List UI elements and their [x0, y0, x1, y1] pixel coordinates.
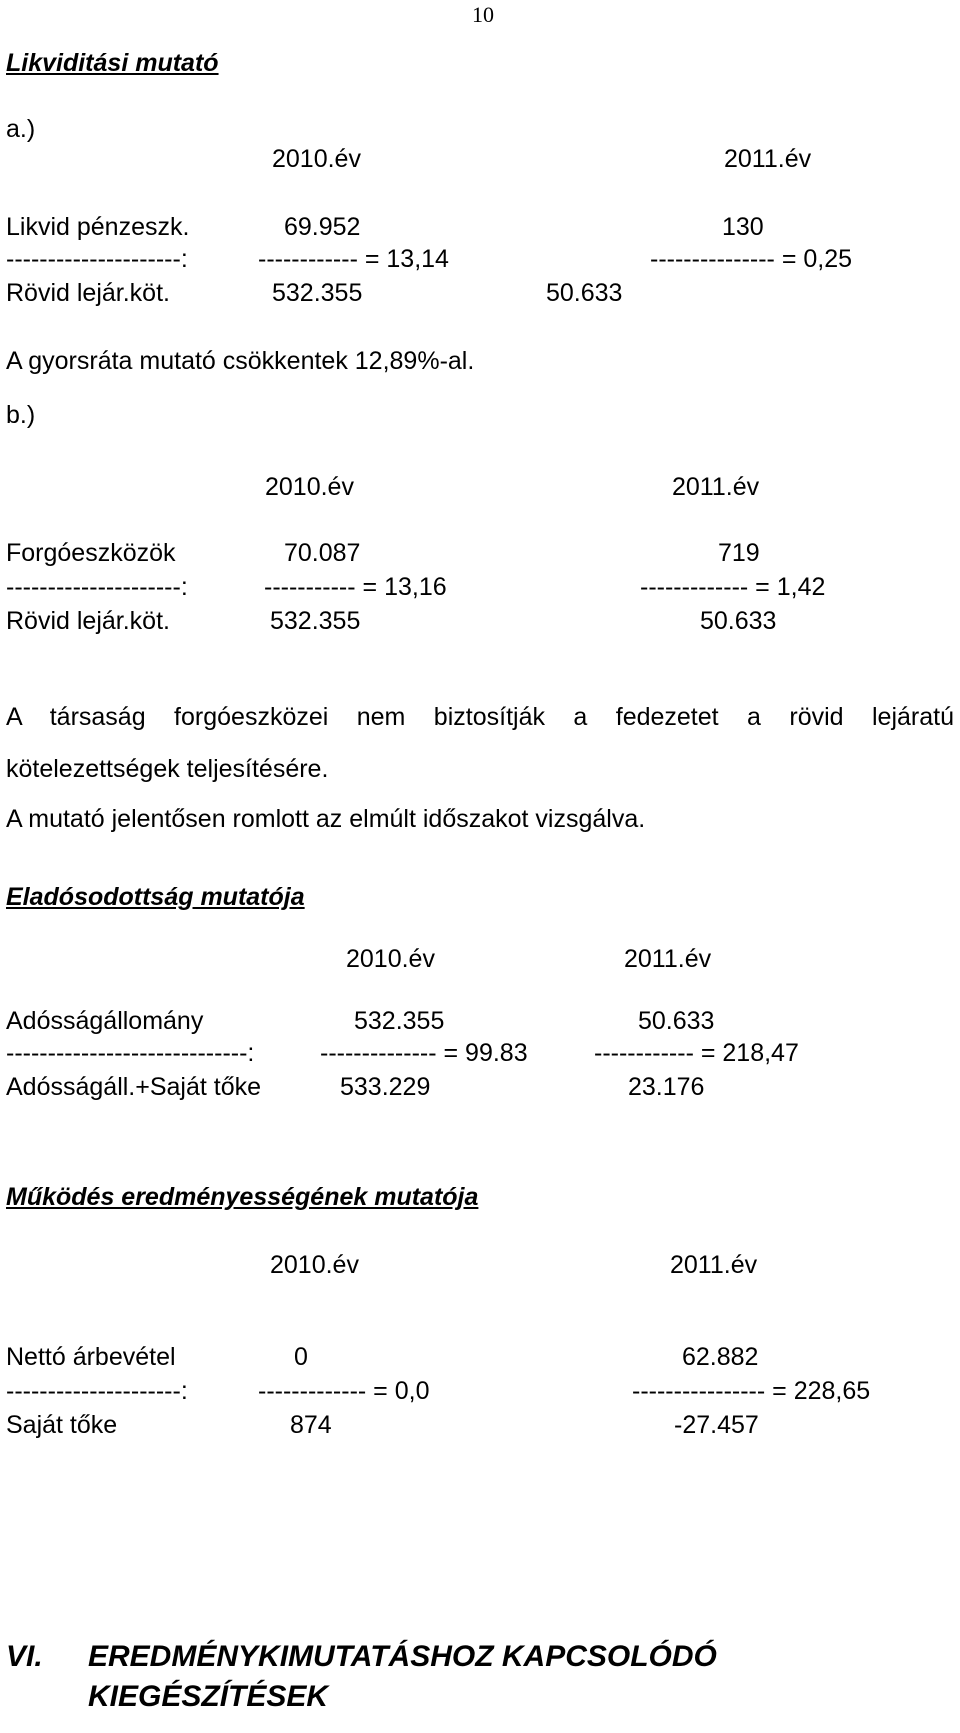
year-2010: 2010.év	[270, 1251, 359, 1279]
chapter-title-line2: KIEGÉSZÍTÉSEK	[88, 1680, 329, 1713]
section-title-eladosodottsag: Eladósodottság mutatója	[6, 883, 305, 911]
numerator-2011: 130	[722, 213, 764, 241]
denominator-2010: 532.355	[272, 279, 363, 307]
result-2011: ---------------- = 228,65	[632, 1377, 871, 1405]
year-2011: 2011.év	[624, 945, 712, 973]
numerator-label: Adósságállomány	[6, 1007, 204, 1035]
numerator-2011: 62.882	[682, 1343, 759, 1371]
result-2010: -------------- = 99.83	[320, 1039, 528, 1067]
denominator-2011: -27.457	[674, 1411, 759, 1439]
year-2010: 2010.év	[265, 473, 354, 501]
year-2011: 2011.év	[724, 145, 812, 173]
result-2011: ------------ = 218,47	[594, 1039, 799, 1067]
note-mutato-romlott: A mutató jelentősen romlott az elmúlt időszakot vizsgálva.	[6, 805, 646, 833]
numerator-2011: 50.633	[638, 1007, 715, 1035]
fraction-divider: -----------------------------:	[6, 1039, 255, 1067]
year-2010: 2010.év	[272, 145, 361, 173]
fraction-divider: ---------------------:	[6, 573, 188, 601]
denominator-2010: 533.229	[340, 1073, 431, 1101]
note-forgoeszkozok-line1: A társaság forgóeszközei nem biztosítják a fedezetet a rövid lejáratú	[6, 703, 954, 731]
numerator-label: Forgóeszközök	[6, 539, 176, 567]
result-2011: ------------- = 1,42	[640, 573, 826, 601]
fraction-divider: ---------------------:	[6, 1377, 188, 1405]
denominator-label: Rövid lejár.köt.	[6, 279, 170, 307]
denominator-2011: 50.633	[700, 607, 777, 635]
chapter-title-line1: EREDMÉNYKIMUTATÁSHOZ KAPCSOLÓDÓ	[88, 1640, 717, 1673]
denominator-label: Adósságáll.+Saját tőke	[6, 1073, 262, 1101]
year-2011: 2011.év	[670, 1251, 758, 1279]
note-gyorsrata: A gyorsráta mutató csökkentek 12,89%-al.	[6, 347, 475, 375]
result-2010: ------------- = 0,0	[258, 1377, 430, 1405]
fraction-divider: ---------------------:	[6, 245, 188, 273]
numerator-2010: 69.952	[284, 213, 361, 241]
subsection-label-b: b.)	[6, 401, 36, 429]
numerator-2010: 70.087	[284, 539, 361, 567]
denominator-2011: 23.176	[628, 1073, 705, 1101]
numerator-2011: 719	[718, 539, 760, 567]
numerator-label: Nettó árbevétel	[6, 1343, 176, 1371]
result-2010: ------------ = 13,14	[258, 245, 449, 273]
note-forgoeszkozok-line2: kötelezettségek teljesítésére.	[6, 755, 329, 783]
denominator-2010: 532.355	[270, 607, 361, 635]
year-2010: 2010.év	[346, 945, 435, 973]
denominator-2011: 50.633	[546, 279, 623, 307]
numerator-label: Likvid pénzeszk.	[6, 213, 190, 241]
denominator-2010: 874	[290, 1411, 332, 1439]
subsection-label-a: a.)	[6, 115, 36, 143]
numerator-2010: 532.355	[354, 1007, 445, 1035]
numerator-2010: 0	[294, 1343, 308, 1371]
denominator-label: Rövid lejár.köt.	[6, 607, 170, 635]
denominator-label: Saját tőke	[6, 1411, 118, 1439]
section-title-likviditas: Likviditási mutató	[6, 49, 219, 77]
result-2011: --------------- = 0,25	[650, 245, 853, 273]
page-number: 10	[472, 2, 494, 27]
chapter-number: VI.	[6, 1640, 43, 1673]
section-title-mukodes: Működés eredményességének mutatója	[6, 1183, 479, 1211]
year-2011: 2011.év	[672, 473, 760, 501]
result-2010: ----------- = 13,16	[264, 573, 447, 601]
